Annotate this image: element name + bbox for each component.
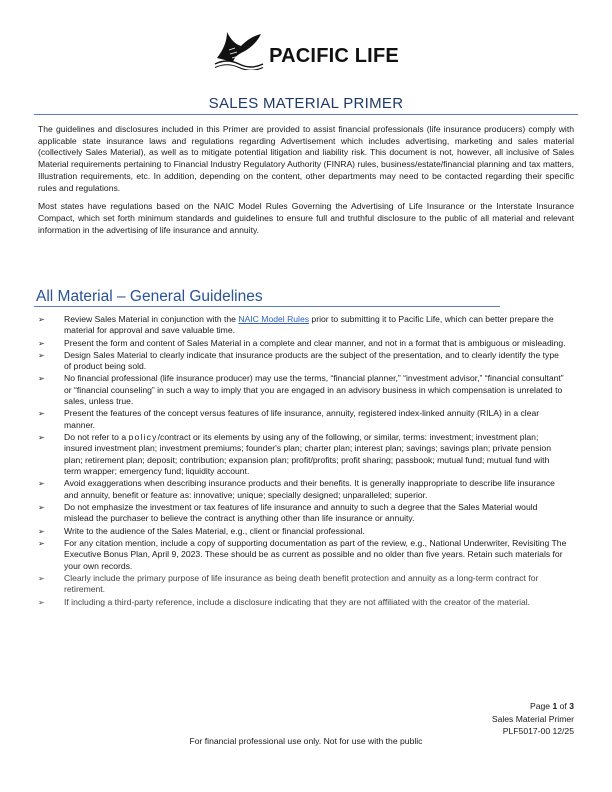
arrow-bullet-icon: ➢ xyxy=(38,479,45,489)
page-footer-info xyxy=(492,700,574,738)
title-divider xyxy=(34,114,578,115)
document-name: Sales Material Primer xyxy=(491,713,574,724)
arrow-bullet-icon: ➢ xyxy=(38,573,45,583)
list-item: ➢ Avoid exaggerations when describing insurance products and their benefits. It is generally inappropriate to describe life insurance and annuity, benefit or feature as: innovative; unique; specially designed; unparalleled; superior. xyxy=(38,478,555,500)
logo-wordmark: PACIFIC LIFE xyxy=(269,44,399,67)
arrow-bullet-icon: ➢ xyxy=(38,338,45,348)
section-heading: All Material – General Guidelines xyxy=(36,288,263,305)
arrow-bullet-icon: ➢ xyxy=(38,433,45,443)
pacific-life-logo xyxy=(0,28,612,70)
page-title: SALES MATERIAL PRIMER xyxy=(208,95,404,112)
arrow-bullet-icon: ➢ xyxy=(38,526,45,536)
intro-paragraph: Most states have regulations based on the NAIC Model Rules Governing the Advertising of Life Insurance or the Interstate Insurance Compact, which set forth minimum standards and guidelines to ensure full and truthful disclosure to the public of all material and relevant information in the advertising of life insurance and annuity. xyxy=(38,201,574,235)
list-item: ➢ Review Sales Material in conjunction with the NAIC Model Rules prior to submitting it to Pacific Life, which can better prepare the material for approval and save valuable time. xyxy=(38,314,554,336)
list-item: ➢ Write to the audience of the Sales Material, e.g., client or financial professional. xyxy=(38,525,365,536)
intro-paragraph: The guidelines and disclosures included in this Primer are provided to assist financial professionals (life insurance producers) comply with applicable state insurance laws and regulations regarding Advertisement which includes advertising, marketing and sales material (collectively Sales Material), as well as to mitigate potential litigation and liability risk. This document is not, however, all inclusive of Sales Material requirements pertaining to Financial Industry Regulatory Authority (FINRA) rules, business/estate/financial planning and tax matters, Illustration requirements, etc. In addition, depending on the content, other departments may need to be contacted regarding their specific rules and regulations. xyxy=(38,124,574,193)
arrow-bullet-icon: ➢ xyxy=(38,409,45,419)
intro-text xyxy=(38,124,574,243)
list-item: ➢ Do not emphasize the investment or tax features of life insurance and annuity to such a degree that the Sales Material would mislead the purchaser to believe the contract is anything other than life insurance or annuity. xyxy=(38,502,538,524)
list-item: ➢ Clearly include the primary purpose of life insurance as being death benefit protection and annuity as a long-term contract for retirement. xyxy=(38,572,539,595)
document-code: PLF5017-00 12/25 xyxy=(502,726,574,737)
whale-tail-icon xyxy=(213,28,265,70)
list-item: ➢ For any citation mention, include a copy of supporting documentation as part of the review, e.g., National Underwriter, Revisiting The Executive Bonus Plan, April 9, 2023. These should be as current as possible and no older than five years. Retain such materials for your own records. xyxy=(38,537,567,571)
list-item: ➢ Present the form and content of Sales Material in a complete and clear manner, and not in a format that is ambiguous or misleading. xyxy=(38,337,566,348)
list-item: ➢ Design Sales Material to clearly indicate that insurance products are the subject of the presentation, and to clearly identify the type of product being sold. xyxy=(38,349,559,372)
arrow-bullet-icon: ➢ xyxy=(38,374,45,384)
usage-disclaimer: For financial professional use only. Not for use with the public xyxy=(189,736,423,746)
guidelines-list xyxy=(38,314,568,609)
list-item: ➢ Do not refer to a policy/contract or its elements by using any of the following, or similar, terms: investment; investment plan; insured investment plan; investment premiums; founder's plan; charter plan; interest plan; savings; savings plan; private pension plan; retirement plan; deposit; contribution; expansion plan; profit/profits; profit sharing; passbook; mutual fund; mutual fund with term wrapper; emergency fund; liquidity account. xyxy=(38,432,551,477)
arrow-bullet-icon: ➢ xyxy=(38,503,45,513)
list-item: ➢ If including a third-party reference, include a disclosure indicating that they are not affiliated with the creator of the material. xyxy=(38,596,531,607)
page-number: Page 1 of 3 xyxy=(530,701,574,711)
list-item: ➢ Present the features of the concept versus features of life insurance, annuity, registered index-linked annuity (RILA) in a clear manner. xyxy=(38,408,540,430)
section-divider xyxy=(34,306,500,307)
list-item: ➢ No financial professional (life insurance producer) may use the terms, “financial planner,” “investment advisor,” “financial consultant” or “financial counseling” in such a way to imply that you are engaged in an advisory business in which compensation is unrelated to sales, unless true. xyxy=(38,373,564,407)
arrow-bullet-icon: ➢ xyxy=(38,538,45,548)
naic-model-rules-link[interactable]: NAIC Model Rules xyxy=(238,314,310,324)
arrow-bullet-icon: ➢ xyxy=(38,350,45,360)
arrow-bullet-icon: ➢ xyxy=(38,315,45,324)
arrow-bullet-icon: ➢ xyxy=(38,597,45,607)
